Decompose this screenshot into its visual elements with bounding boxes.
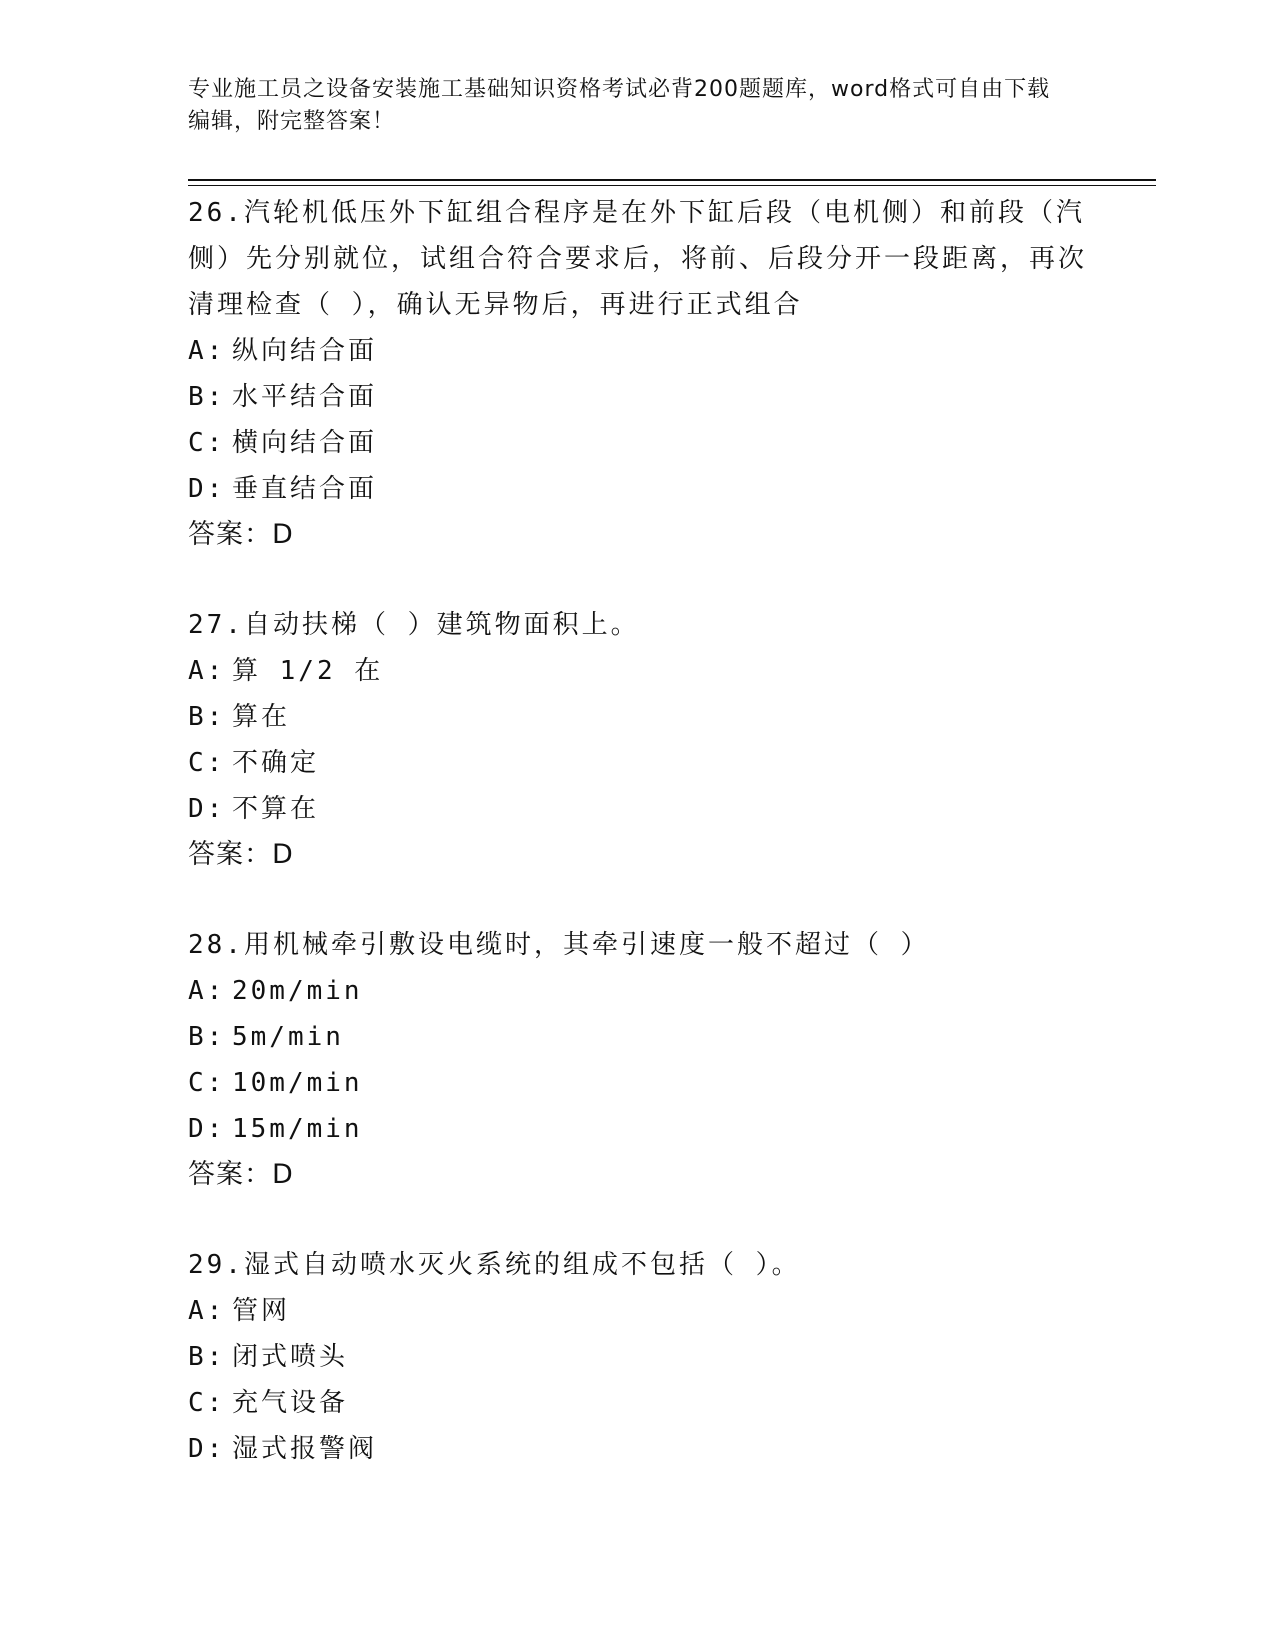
question-28 [188, 922, 1088, 1198]
answer-line: 答案：D [188, 519, 294, 550]
header-rule-thick [188, 179, 1156, 181]
question-stem: 29.湿式自动喷水灭火系统的组成不包括（ ）。 [188, 1250, 801, 1280]
option-c: C: 横向结合面 [188, 428, 378, 458]
option-a: A: 算 1/2 在 [188, 656, 384, 686]
header-rule-thin [188, 185, 1156, 186]
question-stem: 26.汽轮机低压外下缸组合程序是在外下缸后段（电机侧）和前段（汽侧）先分别就位，试组合符合要求后，将前、后段分开一段距离，再次清理检查（ ），确认无异物后，再进行正式组合 [188, 198, 1088, 320]
option-b: B: 水平结合面 [188, 382, 378, 412]
option-c: C: 充气设备 [188, 1388, 349, 1418]
option-b: B: 算在 [188, 702, 291, 732]
option-d: D: 不算在 [188, 794, 320, 824]
option-a: A: 纵向结合面 [188, 336, 378, 366]
question-stem: 27.自动扶梯（ ）建筑物面积上。 [188, 610, 640, 640]
option-d: D: 湿式报警阀 [188, 1434, 378, 1464]
document-header: 专业施工员之设备安装施工基础知识资格考试必背200题题库，word格式可自由下载编辑，附完整答案！ [188, 77, 1051, 134]
question-list [188, 190, 1088, 1516]
option-d: D: 垂直结合面 [188, 474, 378, 504]
option-b: B: 5m/min [188, 1022, 344, 1052]
option-a: A: 管网 [188, 1296, 291, 1326]
question-26 [188, 190, 1088, 558]
question-27 [188, 602, 1088, 878]
option-b: B: 闭式喷头 [188, 1342, 349, 1372]
question-29 [188, 1242, 1088, 1472]
option-d: D: 15m/min [188, 1114, 363, 1144]
answer-line: 答案：D [188, 1159, 294, 1190]
option-c: C: 10m/min [188, 1068, 363, 1098]
option-a: A: 20m/min [188, 976, 363, 1006]
question-stem: 28.用机械牵引敷设电缆时，其牵引速度一般不超过（ ） [188, 930, 930, 960]
answer-line: 答案：D [188, 839, 294, 870]
option-c: C: 不确定 [188, 748, 320, 778]
